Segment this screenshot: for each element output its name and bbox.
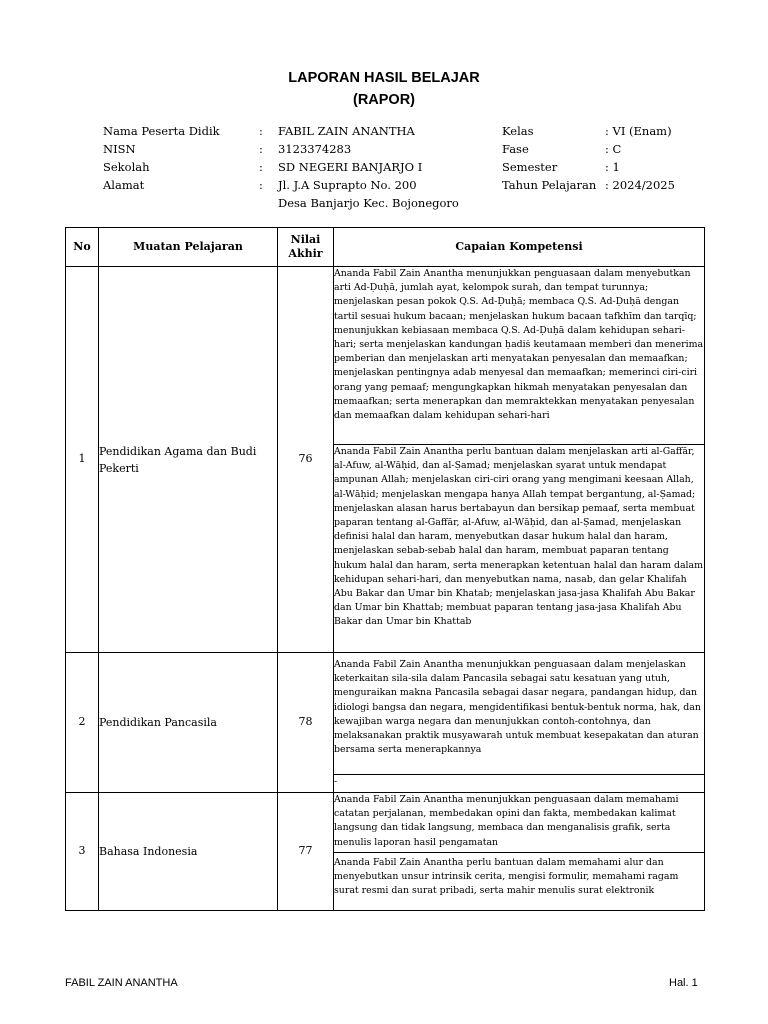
report-title: LAPORAN HASIL BELAJAR: [288, 70, 480, 86]
class-labels: [502, 122, 596, 194]
row-grade: 77: [278, 793, 334, 911]
row-competency: Ananda Fabil Zain Anantha perlu bantuan dalam menjelaskan arti al-Gaffār, al-Afuw, al-Wāḥid, dan al-Ṣamad; menjelaskan syarat untuk mendapat ampunan Allah; menjelaskan ciri-ciri orang yang mengimani keesaan Allah, al-Wāḥid; menjelaskan mengapa hanya Allah tempat bergantung, al-Ṣamad; menjelaskan alasan harus bertabayun dan bersikap pemaaf, serta membuat paparan tentang al-Gaffār, al-Afuw, al-Wāḥid, dan al-Ṣamad, menjelaskan definisi halal dan haram, menyebutkan dasar hukum halal dan haram, menjelaskan sebab-sebab halal dan haram, membuat paparan tentang hukum halal dan haram, serta menerapkan ketentuan halal dan haram dalam kehidupan sehari-hari, dan menyebutkan nama, nasab, dan gelar Khalifah Abu Bakar dan Umar bin Khatab; menjelaskan jasa-jasa Khalifah Abu Bakar dan Umar bin Khattab; membuat paparan tentang jasa-jasa Khalifah Abu Bakar dan Umar bin Khattab: [334, 445, 705, 653]
header-grade: [278, 228, 334, 267]
student-address-line2: Desa Banjarjo Kec. Bojonegoro: [278, 196, 459, 210]
label-phase: Fase: [502, 142, 529, 156]
separator: :: [259, 160, 263, 174]
student-separators: [259, 122, 263, 194]
header-competency: Capaian Kompetensi: [334, 228, 705, 267]
row-competency: -: [334, 775, 705, 793]
header-subject: Muatan Pelajaran: [99, 228, 278, 267]
report-subtitle: (RAPOR): [352, 92, 416, 108]
row-subject: Pendidikan Pancasila: [99, 653, 278, 793]
grades-table: [65, 227, 705, 911]
row-subject: Bahasa Indonesia: [99, 793, 278, 911]
student-nisn: 3123374283: [278, 142, 352, 156]
row-competency: Ananda Fabil Zain Anantha menunjukkan penguasaan dalam menjelaskan keterkaitan sila-sila dalam Pancasila sebagai satu kesatuan yang utuh, menguraikan makna Pancasila sebagai dasar negara, pandangan hidup, dan idiologi bangsa dan negara, mengidentifikasi bentuk-bentuk norma, hak, dan kewajiban warga negara dan menunjukkan contoh-contohnya, dan melaksanakan praktik musyawarah untuk membuat kesepakatan dan aturan bersama serta menerapkannya: [334, 653, 705, 775]
label-nisn: NISN: [103, 142, 136, 156]
student-address: Jl. J.A Suprapto No. 200: [278, 178, 417, 192]
row-grade: 78: [278, 653, 334, 793]
phase-value: : C: [605, 142, 622, 156]
footer-student-name: FABIL ZAIN ANANTHA: [65, 977, 178, 989]
separator: :: [259, 124, 263, 138]
class-values: [605, 122, 675, 194]
separator: :: [259, 178, 263, 192]
label-school: Sekolah: [103, 160, 150, 174]
student-school: SD NEGERI BANJARJO I: [278, 160, 423, 174]
label-name: Nama Peserta Didik: [103, 124, 220, 138]
separator: :: [259, 142, 263, 156]
footer-page-number: Hal. 1: [669, 977, 698, 989]
student-labels: [103, 122, 220, 194]
semester-value: : 1: [605, 160, 620, 174]
label-class: Kelas: [502, 124, 534, 138]
header-grade-line2: Akhir: [288, 247, 323, 260]
row-number: 3: [66, 793, 99, 911]
table-header-row: [66, 228, 705, 267]
row-number: 2: [66, 653, 99, 793]
header-no: No: [66, 228, 99, 267]
row-competency: Ananda Fabil Zain Anantha perlu bantuan dalam memahami alur dan menyebutkan unsur intrinsik cerita, mengisi formulir, memahami ragam surat resmi dan surat pribadi, serta mahir menulis surat elektronik: [334, 853, 705, 911]
table-row: [66, 653, 705, 775]
header-grade-line1: Nilai: [290, 233, 321, 246]
class-value: : VI (Enam): [605, 124, 672, 138]
row-subject: Pendidikan Agama dan Budi Pekerti: [99, 267, 278, 653]
label-address: Alamat: [103, 178, 145, 192]
row-grade: 76: [278, 267, 334, 653]
row-competency: Ananda Fabil Zain Anantha menunjukkan penguasaan dalam memahami catatan perjalanan, membedakan opini dan fakta, membedakan kalimat langsung dan tidak langsung, membaca dan menganalisis grafik, serta menulis laporan hasil pengamatan: [334, 793, 705, 853]
table-row: [66, 793, 705, 853]
label-semester: Semester: [502, 160, 558, 174]
year-value: : 2024/2025: [605, 178, 675, 192]
row-number: 1: [66, 267, 99, 653]
table-row: [66, 267, 705, 445]
label-year: Tahun Pelajaran: [502, 178, 597, 192]
row-competency: Ananda Fabil Zain Anantha menunjukkan penguasaan dalam menyebutkan arti Ad-Ḍuḥā, jumlah ayat, kelompok surah, dan tempat turunnya; menjelaskan pesan pokok Q.S. Ad-Ḍuḥā; membaca Q.S. Ad-Ḍuḥā dengan tartil sesuai hukum bacaan; menjelaskan hukum bacaan tafkhīm dan tarqīq; menunjukkan kebiasaan membaca Q.S. Ad-Ḍuḥā dalam kehidupan sehari-hari; serta menjelaskan kandungan ḥadiṡ keutamaan memberi dan menerima pemberian dan menjelaskan arti menyatakan penyesalan dan memaafkan; menjelaskan pentingnya adab menyesal dan memaafkan; memerinci ciri-ciri orang yang pemaaf; mengungkapkan hikmah menyatakan penyesalan dan memaafkan; serta menerapkan dan memraktekkan menyatakan penyesalan dan memaafkan dalam kehidupan sehari-hari: [334, 267, 705, 445]
student-name: FABIL ZAIN ANANTHA: [278, 124, 415, 138]
student-values: [278, 122, 459, 212]
